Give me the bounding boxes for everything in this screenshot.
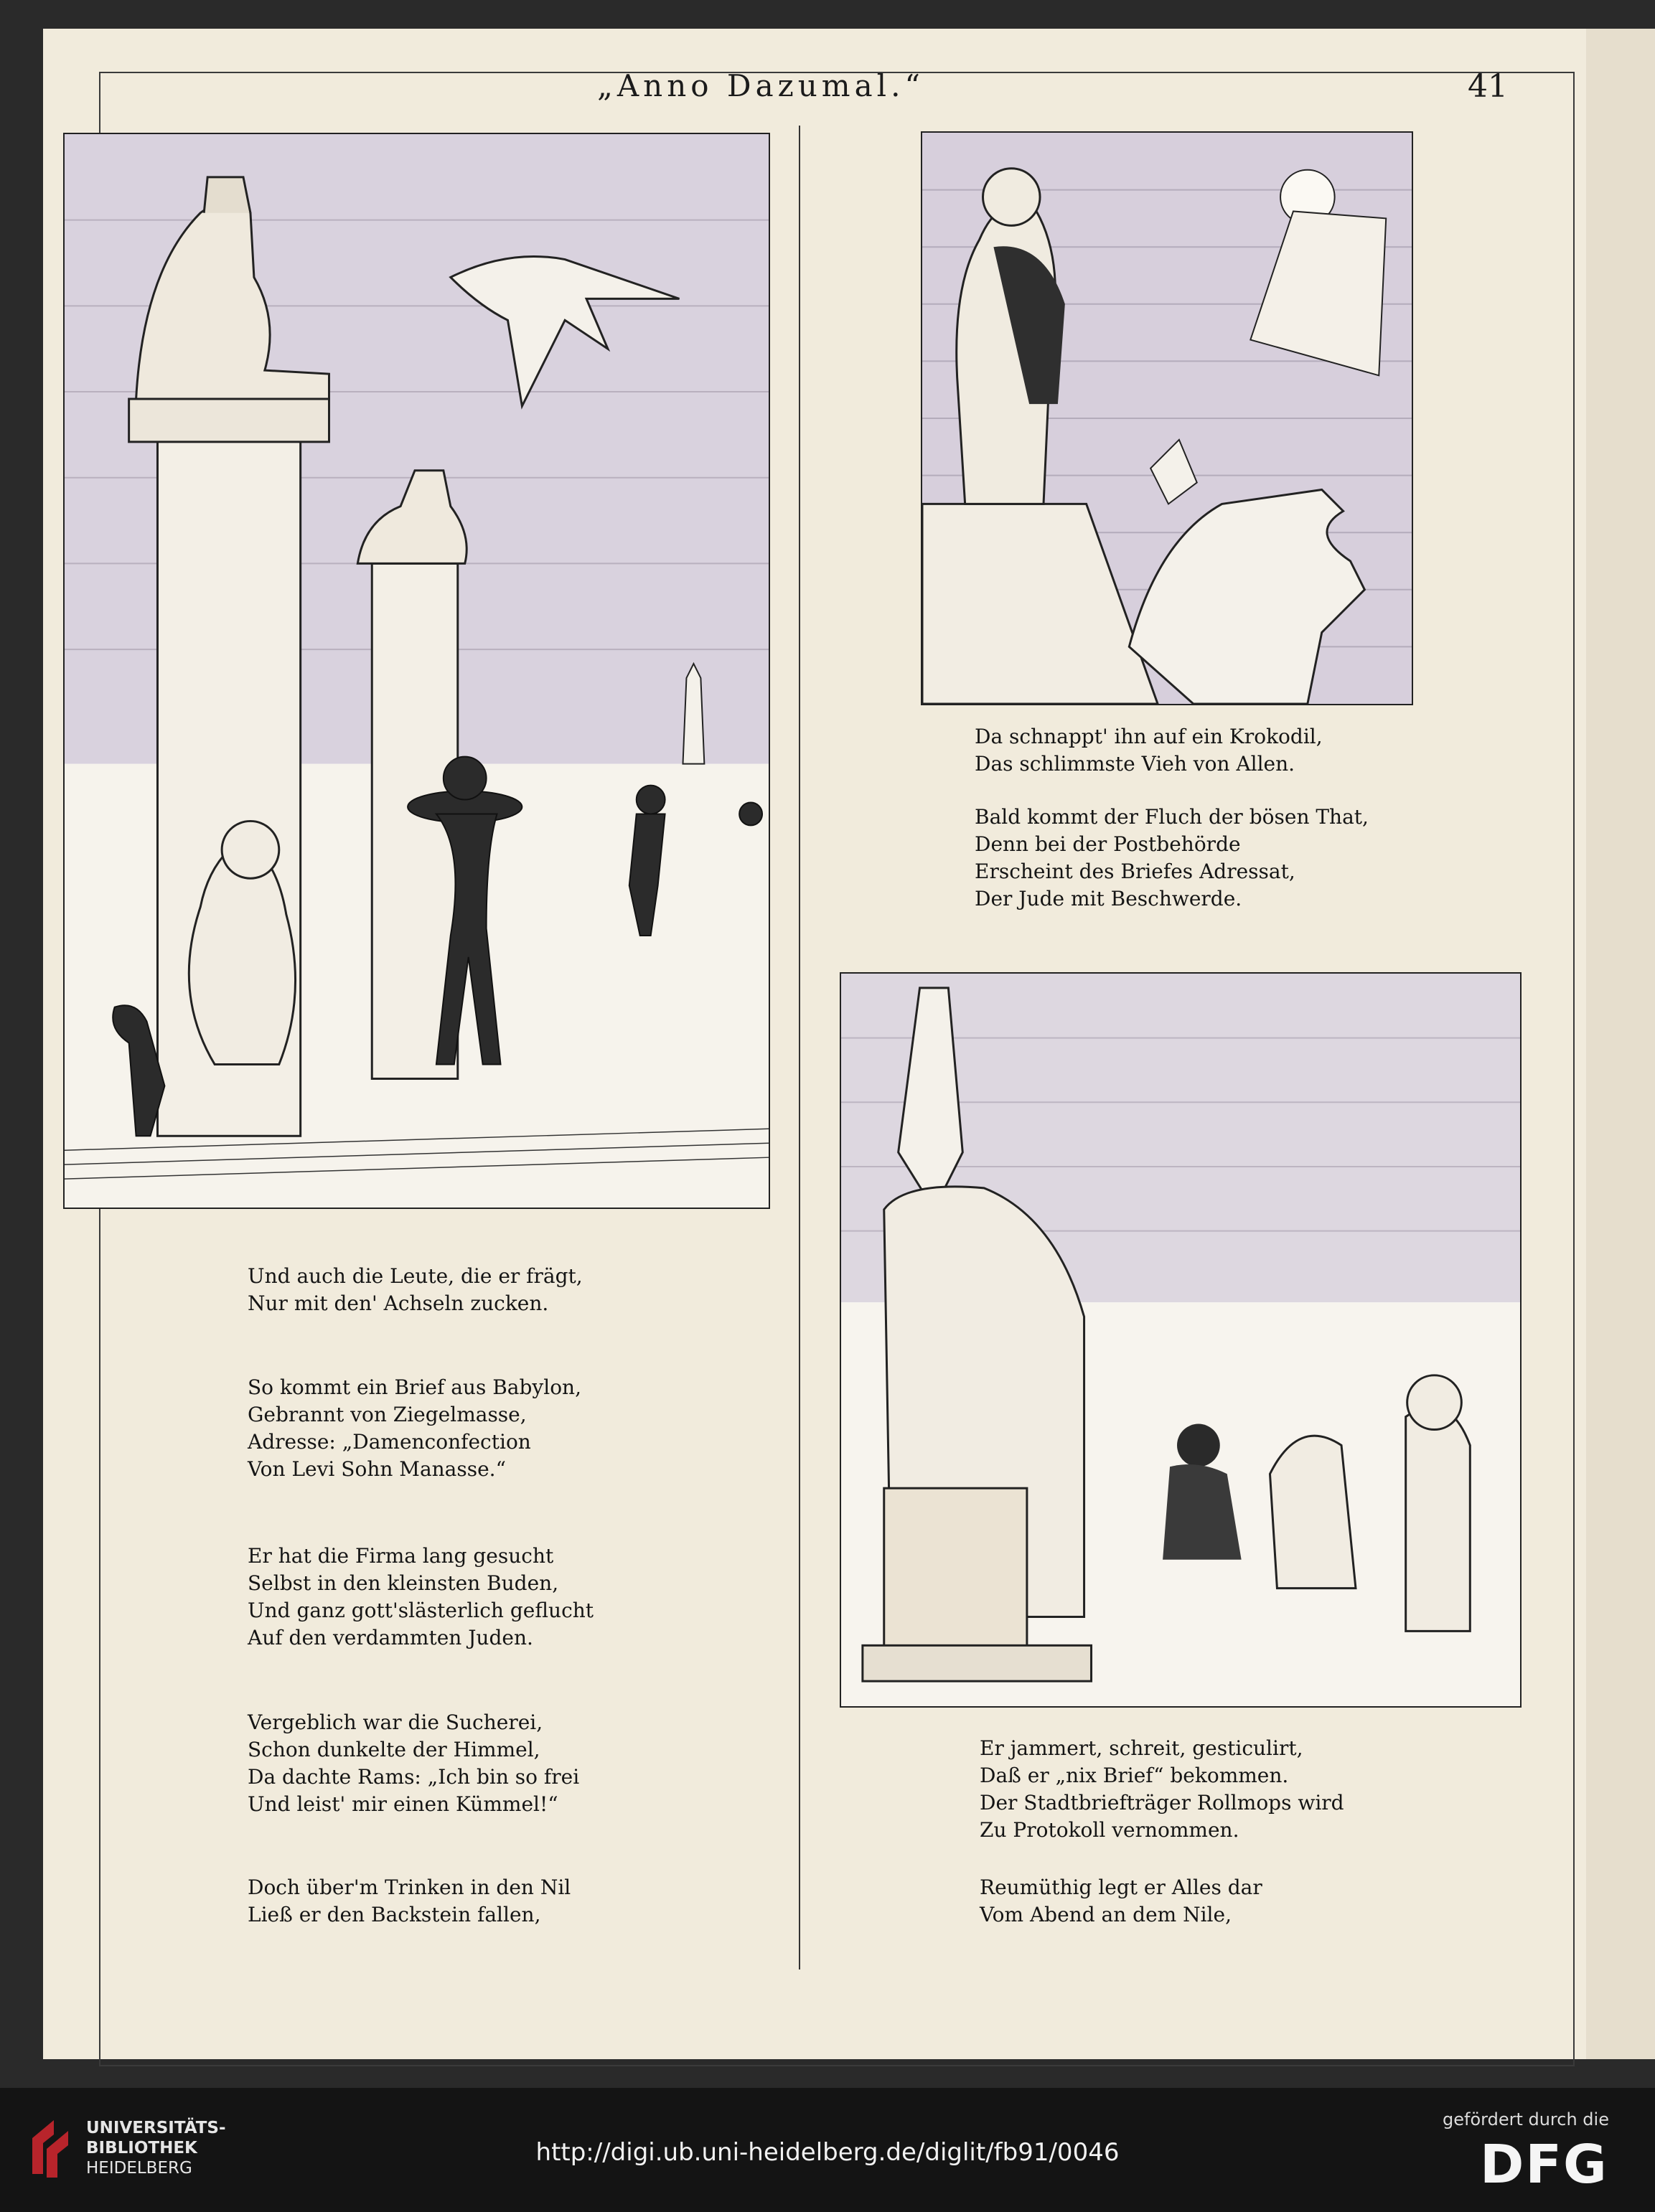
library-name-line3: HEIDELBERG — [86, 2159, 192, 2178]
library-name-line2: BIBLIOTHEK — [86, 2139, 197, 2157]
verse-line: Er hat die Firma lang gesucht — [248, 1544, 554, 1568]
verse-line: Gebrannt von Ziegelmasse, — [248, 1403, 527, 1426]
verse-line: Vom Abend an dem Nile, — [980, 1903, 1232, 1926]
verse-line: Zu Protokoll vernommen. — [980, 1818, 1239, 1842]
verse-line: Auf den verdammten Juden. — [248, 1626, 533, 1649]
right-stanza-4 — [980, 1874, 1262, 1929]
verse-line: Das schlimmste Vieh von Allen. — [975, 752, 1295, 776]
left-stanza-5 — [248, 1874, 571, 1929]
verse-line: Daß er „nix Brief“ bekommen. — [980, 1764, 1289, 1787]
verse-line: Und leist' mir einen Kümmel!“ — [248, 1792, 558, 1816]
right-stanza-3 — [980, 1735, 1344, 1844]
dfg-logo[interactable]: DFG — [1480, 2134, 1608, 2195]
library-name-line1: UNIVERSITÄTS- — [86, 2119, 226, 2137]
verse-line: Er jammert, schreit, gesticulirt, — [980, 1736, 1303, 1760]
left-stanza-3 — [248, 1543, 594, 1652]
funder-label: gefördert durch die — [1443, 2109, 1609, 2129]
running-header — [0, 68, 1655, 111]
left-stanza-4 — [248, 1709, 579, 1818]
left-stanza-2 — [248, 1374, 581, 1483]
sphinx-street-illustration — [63, 133, 770, 1209]
pharaoh-throne-illustration — [840, 972, 1522, 1708]
verse-line: Der Jude mit Beschwerde. — [975, 887, 1242, 910]
verse-line: Nur mit den' Achseln zucken. — [248, 1291, 549, 1315]
verse-line: Schon dunkelte der Himmel, — [248, 1738, 540, 1761]
verse-line: Ließ er den Backstein fallen, — [248, 1903, 541, 1926]
crocodile-nile-illustration — [921, 131, 1413, 705]
verse-line: Denn bei der Postbehörde — [975, 832, 1241, 856]
permalink-url[interactable]: http://digi.ub.uni-heidelberg.de/diglit/fb91/0046 — [535, 2138, 1120, 2167]
verse-line: Vergeblich war die Sucherei, — [248, 1710, 543, 1734]
verse-line: Von Levi Sohn Manasse.“ — [248, 1457, 506, 1481]
verse-line: Bald kommt der Fluch der bösen That, — [975, 805, 1369, 829]
column-rule — [799, 126, 800, 1969]
verse-line: Da dachte Rams: „Ich bin so frei — [248, 1765, 580, 1789]
verse-line: Doch über'm Trinken in den Nil — [248, 1876, 571, 1899]
verse-line: Selbst in den kleinsten Buden, — [248, 1571, 559, 1595]
verse-line: Da schnappt' ihn auf ein Krokodil, — [975, 725, 1323, 748]
verse-line: Und ganz gott'slästerlich geflucht — [248, 1599, 594, 1622]
verse-line: Reumüthig legt er Alles dar — [980, 1876, 1262, 1899]
right-stanza-2 — [975, 804, 1369, 913]
right-stanza-1 — [975, 723, 1323, 778]
running-title: „Anno Dazumal.“ — [597, 68, 924, 103]
verse-line: Erscheint des Briefes Adressat, — [975, 860, 1295, 883]
facing-page-edge — [1586, 29, 1655, 2059]
verse-line: Der Stadtbriefträger Rollmops wird — [980, 1791, 1344, 1815]
page-number: 41 — [1468, 68, 1508, 105]
viewer-footer — [0, 2088, 1655, 2212]
verse-line: So kommt ein Brief aus Babylon, — [248, 1375, 581, 1399]
verse-line: Adresse: „Damenconfection — [248, 1430, 531, 1454]
verse-line: Und auch die Leute, die er frägt, — [248, 1264, 583, 1288]
left-stanza-1 — [248, 1263, 583, 1317]
